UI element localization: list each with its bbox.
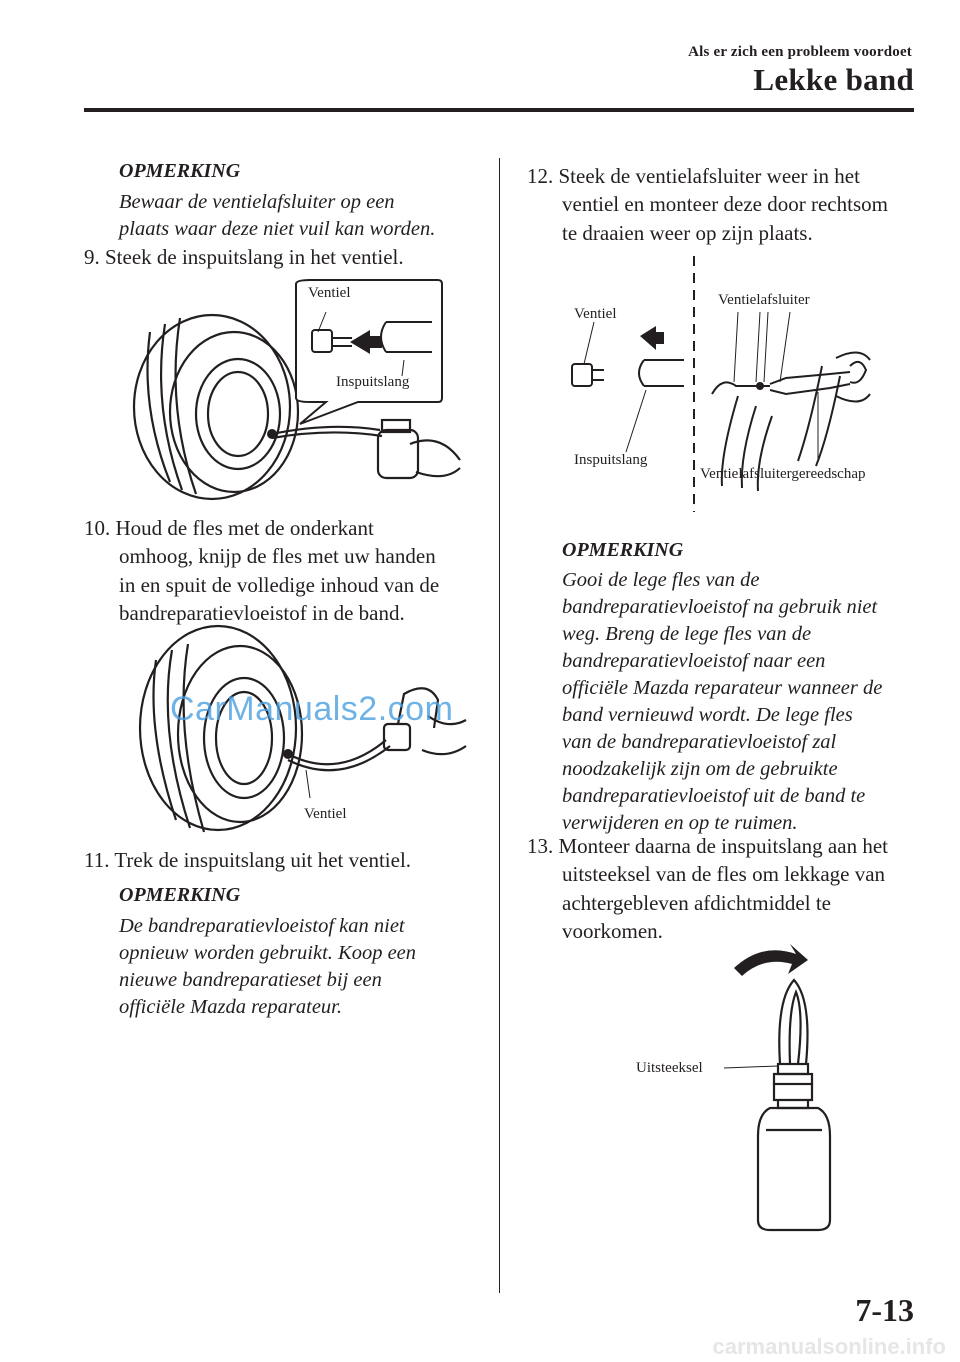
step12-line2: ventiel en monteer deze door rechtsom: [562, 192, 888, 217]
fig1-label-ventiel: Ventiel: [308, 285, 351, 301]
note3-line1: Gooi de lege fles van de: [562, 569, 760, 591]
step10-line4: bandreparatievloeistof in de band.: [119, 600, 405, 625]
figure-valve-core: [560, 256, 910, 512]
note3-line4: bandreparatievloeistof naar een: [562, 650, 826, 672]
page-title: Lekke band: [753, 62, 914, 97]
note3-heading: OPMERKING: [562, 539, 684, 561]
figure-bottle-nozzle: [630, 940, 890, 1240]
step-12: [527, 162, 960, 247]
fig3-label-inspuitslang: Inspuitslang: [574, 452, 648, 468]
watermark: CarManuals2.com: [170, 690, 454, 728]
step13-line4: voorkomen.: [562, 918, 663, 943]
header-rule: [84, 108, 914, 112]
step-13: [527, 832, 960, 945]
step13-line2: uitsteeksel van de fles om lekkage van: [562, 862, 886, 887]
note1-line1: Bewaar de ventielafsluiter op een: [119, 191, 395, 213]
fig4-label-uitsteeksel: Uitsteeksel: [636, 1060, 703, 1076]
note1-heading: OPMERKING: [119, 160, 241, 182]
note3-line2: bandreparatievloeistof na gebruik niet: [562, 596, 878, 618]
note2-line1: De bandreparatievloeistof kan niet: [119, 915, 405, 937]
note3-line8: noodzakelijk zijn om de gebruikte: [562, 758, 838, 780]
note2-line2: opnieuw worden gebruikt. Koop een: [119, 942, 417, 964]
step-9: 9. Steek de inspuitslang in het ventiel.: [84, 245, 404, 269]
section-title: Als er zich een probleem voordoet: [688, 44, 912, 60]
note2-line4: officiële Mazda reparateur.: [119, 996, 342, 1018]
note3-line10: verwijderen en op te ruimen.: [562, 812, 798, 834]
step13-line3: achtergebleven afdichtmiddel te: [562, 890, 831, 915]
note2-heading: OPMERKING: [119, 884, 241, 906]
fig1-label-inspuitslang: Inspuitslang: [336, 374, 410, 390]
fig2-label-ventiel: Ventiel: [304, 806, 347, 822]
fig3-label-ventielafsluiter: Ventielafsluiter: [718, 292, 810, 308]
step10-line1: 10. Houd de fles met de onderkant: [84, 516, 374, 540]
note3-line5: officiële Mazda reparateur wanneer de: [562, 677, 883, 699]
note3-line7: van de bandreparatievloeistof zal: [562, 731, 837, 753]
step10-line2: omhoog, knijp de fles met uw handen: [119, 544, 436, 569]
step12-line1: 12. Steek de ventielafsluiter weer in het: [527, 164, 860, 188]
step12-line3: te draaien weer op zijn plaats.: [562, 220, 813, 245]
note2-line3: nieuwe bandreparatieset bij een: [119, 969, 382, 991]
fig3-label-ventiel: Ventiel: [574, 306, 617, 322]
figure-inject-hose: [120, 272, 480, 502]
note3-line3: weg. Breng de lege fles van de: [562, 623, 812, 645]
fig3-label-gereedschap: Ventielafsluitergereedschap: [700, 466, 866, 482]
footer-url[interactable]: carmanualsonline.info: [712, 1334, 946, 1359]
step-10: [84, 514, 529, 627]
note3-line9: bandreparatievloeistof uit de band te: [562, 785, 866, 807]
column-divider: [499, 158, 500, 1293]
step-11: 11. Trek de inspuitslang uit het ventiel.: [84, 848, 412, 872]
step13-line1: 13. Monteer daarna de inspuitslang aan het: [527, 834, 888, 858]
note3-line6: band vernieuwd wordt. De lege fles: [562, 704, 853, 726]
page-number: 7-13: [855, 1292, 914, 1328]
step10-line3: in en spuit de volledige inhoud van de: [119, 572, 440, 597]
note1-line2: plaats waar deze niet vuil kan worden.: [119, 218, 436, 240]
